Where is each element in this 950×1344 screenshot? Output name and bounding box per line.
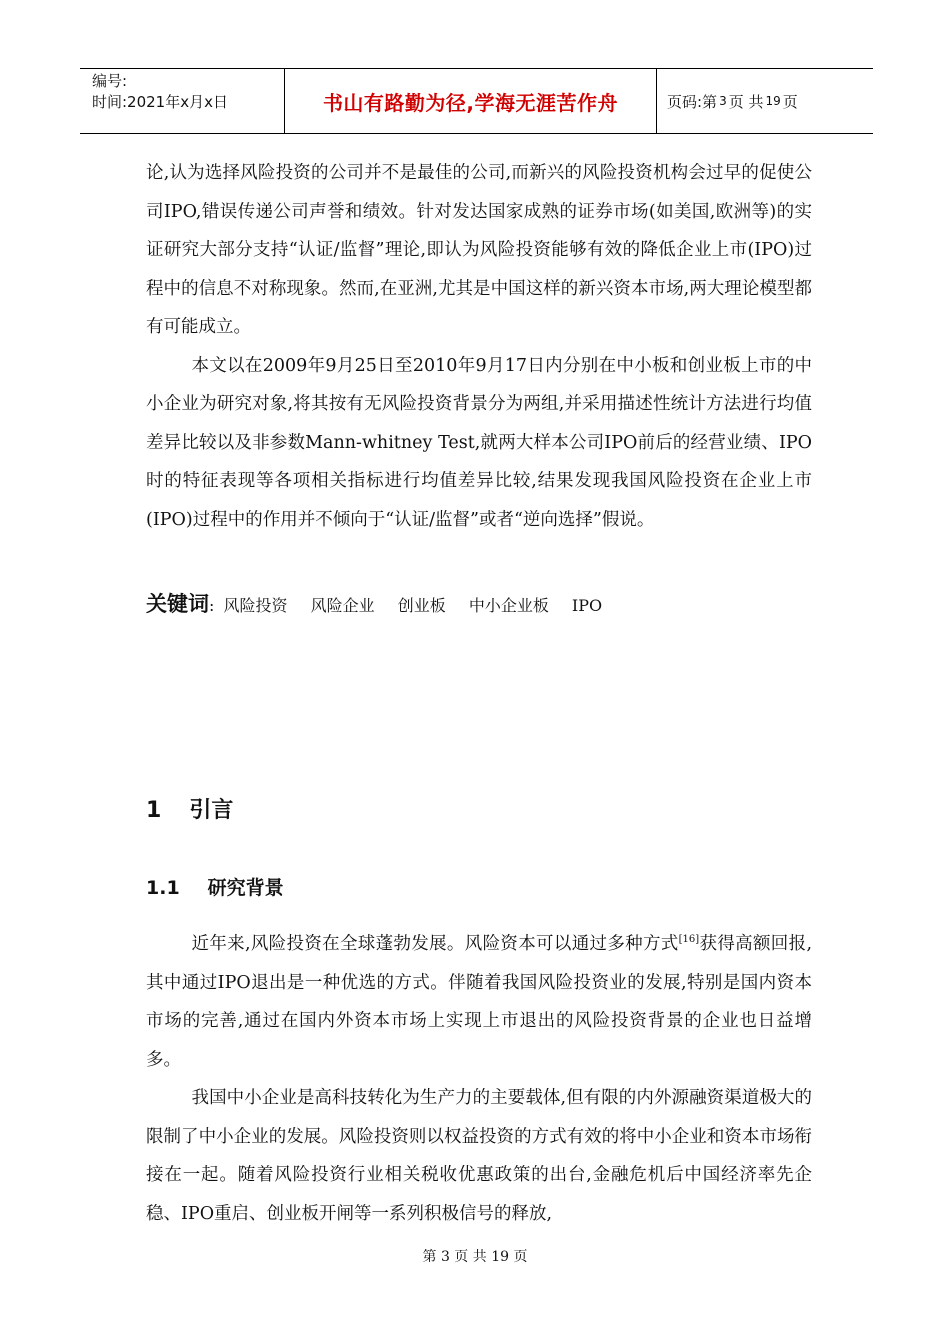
header-meta — [80, 69, 285, 133]
page-total: 19 — [765, 94, 781, 108]
page-prefix: 页码:第 — [667, 92, 718, 111]
abstract-paragraph-2: 本文以在2009年9月25日至2010年9月17日内分别在中小板和创业板上市的中小企业为研究对象,将其按有无风险投资背景分为两组,并采用描述性统计方法进行均值差异比较以及非参数Mann-whitney Test,就两大样本公司IPO前后的经营业绩、IPO时的特征表现等各项相关指标进行均值差异比较,结果发现我国风险投资在企业上市(IPO)过程中的作用并不倾向于“认证/监督”或者“逆向选择”假说。 — [146, 355, 812, 530]
document-number-label: 编号: — [92, 72, 128, 90]
keyword-item: 风险企业 — [310, 596, 375, 615]
background-paragraph-2: 我国中小企业是高科技转化为生产力的主要载体,但有限的内外源融资渠道极大的限制了中小企业的发展。风险投资则以权益投资的方式有效的将中小企业和资本市场衔接在一起。随着风险投资行业相关税收优惠政策的出台,金融危机后中国经济率先企稳、IPO重启、创业板开闸等一系列积极信号的释放, — [146, 1088, 812, 1224]
background-body — [146, 925, 812, 1233]
page-mid: 页 共 — [728, 92, 764, 111]
background-paragraph-1 — [146, 925, 812, 1079]
subsection-number: 1.1 — [146, 877, 180, 899]
background-paragraph-1-end: 获得高额回报,其中通过IPO退出是一种优选的方式。伴随着我国风险投资业的发展,特别是国内资本市场的完善,通过在国内外资本市场上实现上市退出的风险投资背景的企业也日益增多。 — [146, 934, 813, 1070]
page-suffix: 页 — [782, 92, 798, 111]
keywords-label: 关键词 — [146, 592, 209, 616]
page-footer: 第 3 页 共 19 页 — [422, 1249, 528, 1265]
keyword-item: 创业板 — [397, 596, 446, 615]
keyword-item: IPO — [571, 596, 603, 615]
keyword-item: 中小企业板 — [468, 596, 549, 615]
header-page-info — [657, 69, 873, 133]
motto-text: 书山有路勤为径,学海无涯苦作舟 — [322, 90, 619, 115]
abstract-body — [146, 154, 812, 621]
section-heading-1 — [146, 793, 233, 824]
section-heading-1-1 — [146, 873, 284, 900]
background-paragraph-1-start: 近年来,风险投资在全球蓬勃发展。风险资本可以通过多种方式 — [191, 934, 679, 954]
header-motto — [285, 69, 657, 133]
subsection-title: 研究背景 — [207, 877, 284, 899]
document-time: 时间:2021年x月x日 — [92, 93, 228, 111]
citation-ref: [16] — [678, 934, 700, 946]
page-number: 3 — [719, 94, 727, 108]
abstract-paragraph-1: 论,认为选择风险投资的公司并不是最佳的公司,而新兴的风险投资机构会过早的促使公司IPO,错误传递公司声誉和绩效。针对发达国家成熟的证券市场(如美国,欧洲等)的实证研究大部分支持“认证/监督”理论,即认为风险投资能够有效的降低企业上市(IPO)过程中的信息不对称现象。然而,在亚洲,尤其是中国这样的新兴资本市场,两大理论模型都有可能成立。 — [146, 163, 812, 337]
keywords-colon: : — [209, 596, 215, 615]
section-number: 1 — [146, 798, 162, 823]
page-header — [80, 68, 873, 134]
section-title: 引言 — [189, 798, 234, 823]
keyword-item: 风险投资 — [223, 596, 288, 615]
keywords-line — [146, 589, 812, 621]
